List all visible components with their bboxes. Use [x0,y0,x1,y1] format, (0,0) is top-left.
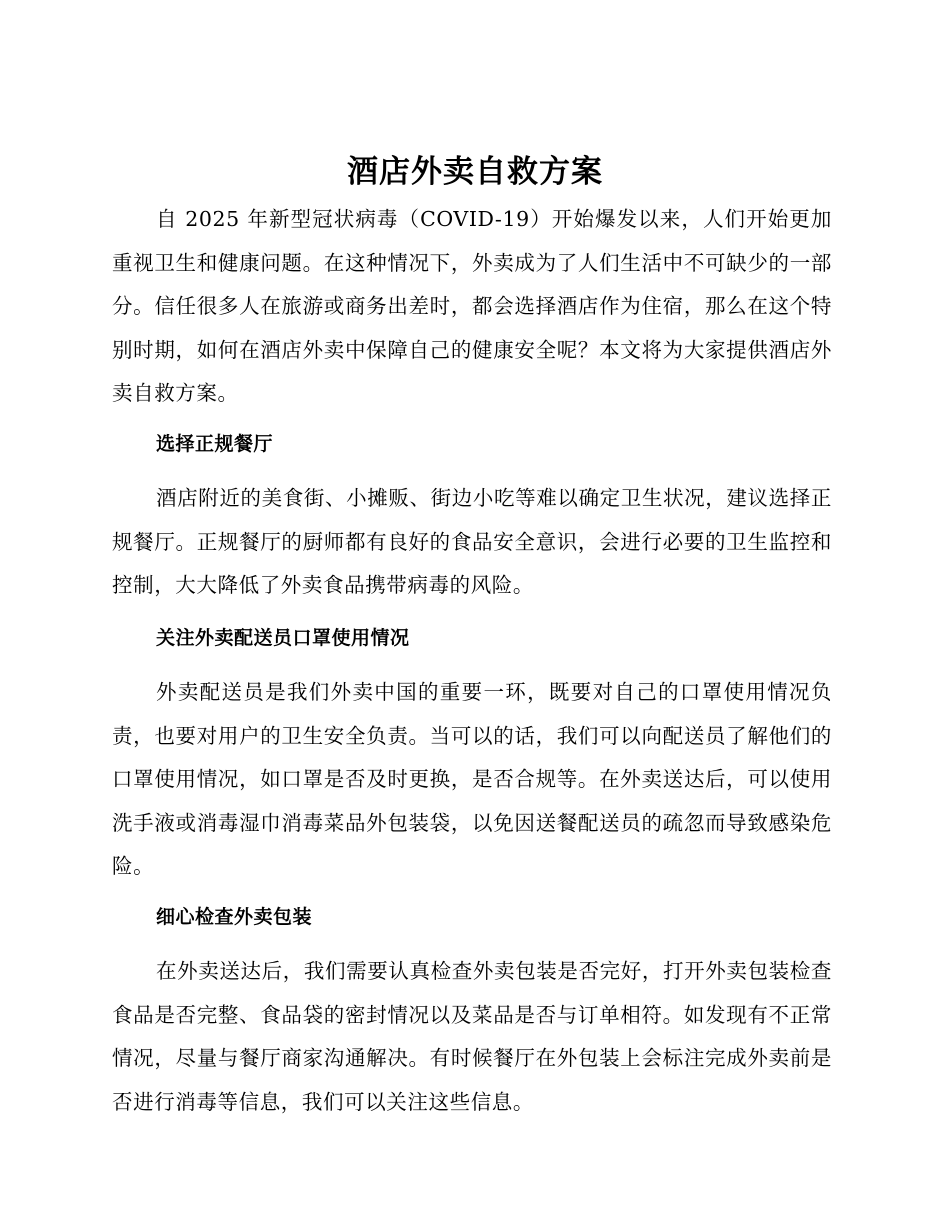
section-body-choose-restaurant: 酒店附近的美食街、小摊贩、街边小吃等难以确定卫生状况，建议选择正规餐厅。正规餐厅的厨师都有良好的食品安全意识，会进行必要的卫生监控和控制，大大降低了外卖食品携带病毒的风险。 [112,486,832,598]
document-title: 酒店外卖自救方案 [347,154,603,190]
section-heading-courier-mask: 关注外卖配送员口罩使用情况 [156,627,410,649]
section-body-courier-mask: 外卖配送员是我们外卖中国的重要一环，既要对自己的口罩使用情况负责，也要对用户的卫生安全负责。当可以的话，我们可以向配送员了解他们的口罩使用情况，如口罩是否及时更换，是否合规等。在外卖送达后，可以使用洗手液或消毒湿巾消毒菜品外包装袋，以免因送餐配送员的疏忽而导致感染危险。 [112,680,832,879]
section-heading-check-packaging: 细心检查外卖包装 [156,906,313,928]
section-heading-choose-restaurant: 选择正规餐厅 [156,433,274,455]
section-body-check-packaging: 在外卖送达后，我们需要认真检查外卖包装是否完好，打开外卖包装检查食品是否完整、食品袋的密封情况以及菜品是否与订单相符。如发现有不正常情况，尽量与餐厅商家沟通解决。有时候餐厅在外包装上会标注完成外卖前是否进行消毒等信息，我们可以关注这些信息。 [112,959,832,1114]
intro-paragraph: 自 2025 年新型冠状病毒（COVID-19）开始爆发以来，人们开始更加重视卫生和健康问题。在这种情况下，外卖成为了人们生活中不可缺少的一部分。信任很多人在旅游或商务出差时，都会选择酒店作为住宿，那么在这个特别时期，如何在酒店外卖中保障自己的健康安全呢？本文将为大家提供酒店外卖自救方案。 [112,207,832,406]
